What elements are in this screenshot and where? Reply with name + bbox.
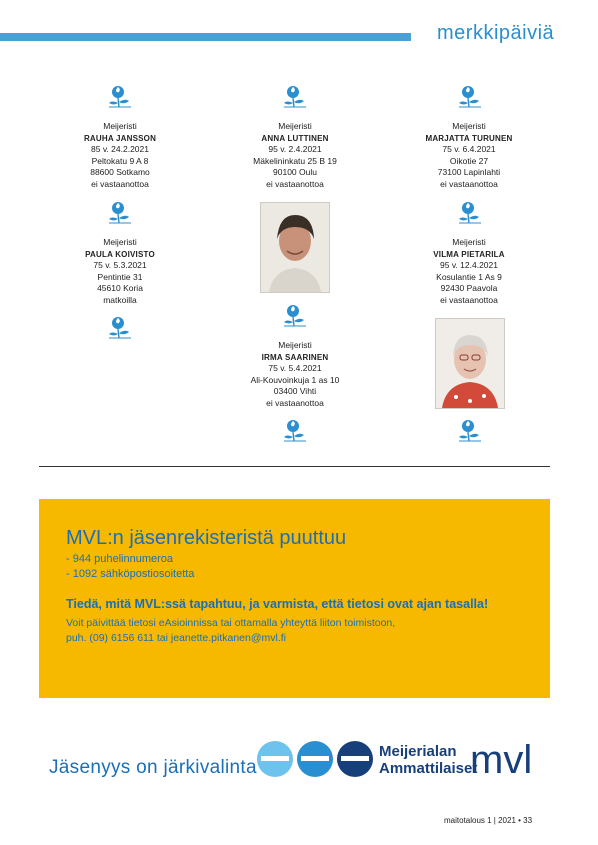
entry-name: PAULA KOIVISTO (85, 249, 155, 259)
rose-icon (281, 84, 309, 108)
entry-address: Pentintie 31 (97, 271, 143, 282)
rose-icon (106, 315, 134, 339)
brand-name-line2: Ammattilaiset (379, 760, 478, 777)
entry-address: Peltokatu 9 A 8 (91, 155, 149, 166)
entry-city: 03400 Vihti (273, 386, 317, 397)
page-footer: maitotalous 1 | 2021 • 33 (444, 816, 533, 825)
entry-age-date: 95 v. 2.4.2021 (268, 144, 322, 155)
entry-note: matkoilla (103, 294, 137, 305)
entry-age-date: 75 v. 5.3.2021 (93, 260, 147, 271)
entry-age-date: 75 v. 6.4.2021 (442, 144, 496, 155)
entry-age-date: 85 v. 24.2.2021 (91, 144, 149, 155)
entry-age-date: 75 v. 5.4.2021 (268, 363, 322, 374)
entry-anna-luttinen (220, 121, 370, 191)
entry-name: ANNA LUTTINEN (261, 133, 329, 143)
rose-icon (456, 418, 484, 442)
entry-name: IRMA SAARINEN (261, 352, 329, 362)
entry-role: Meijeristi (278, 340, 312, 350)
entry-address: Ali-Kouvoinkuja 1 as 10 (250, 374, 340, 385)
portrait-photo-anna-luttinen (260, 202, 330, 293)
notice-missing-phones: - 944 puhelinnumeroa (66, 553, 174, 565)
entry-irma-saarinen (220, 340, 370, 410)
entry-role: Meijeristi (452, 237, 486, 247)
portrait-illustration (261, 203, 329, 292)
section-divider (39, 466, 550, 467)
notice-missing-emails: - 1092 sähköpostiosoitetta (66, 568, 195, 580)
entry-note: ei vastaanottoa (266, 397, 324, 408)
entry-age-date: 95 v. 12.4.2021 (440, 260, 498, 271)
entry-name: RAUHA JANSSON (83, 133, 157, 143)
rose-icon (281, 418, 309, 442)
entry-role: Meijeristi (103, 237, 137, 247)
ad-tagline: Jäsenyys on järkivalinta (49, 757, 257, 778)
entry-note: ei vastaanottoa (266, 178, 324, 189)
entry-paula-koivisto (45, 237, 195, 307)
section-title: merkkipäiviä (437, 22, 555, 44)
entry-name: VILMA PIETARILA (433, 249, 505, 259)
entry-address: Mäkelininkatu 25 B 19 (253, 155, 337, 166)
mvl-logo (470, 735, 536, 779)
entry-vilma-pietarila (394, 237, 544, 307)
entry-note: ei vastaanottoa (440, 294, 498, 305)
rose-icon (106, 200, 134, 224)
notice-body-line: puh. (09) 6156 611 tai jeanette.pitkanen@mvl.fi (66, 632, 287, 644)
entry-note: ei vastaanottoa (91, 178, 149, 189)
rose-icon (456, 84, 484, 108)
notice-title: MVL:n jäsenrekisteristä puuttuu (66, 527, 347, 549)
entry-role: Meijeristi (278, 121, 312, 131)
mvl-logo-text: mvl (470, 738, 533, 779)
entry-address: Oikotie 27 (449, 155, 489, 166)
entry-name: MARJATTA TURUNEN (425, 133, 513, 143)
entry-role: Meijeristi (452, 121, 486, 131)
notice-callout: Tiedä, mitä MVL:ssä tapahtuu, ja varmista, että tietosi ovat ajan tasalla! (66, 597, 489, 611)
notice-body-line: Voit päivittää tietosi eAsioinnissa tai ottamalla yhteyttä liiton toimistoon, (66, 617, 396, 629)
brand-circles-logo (255, 739, 375, 779)
entry-note: ei vastaanottoa (440, 178, 498, 189)
entry-address: Kosulantie 1 As 9 (436, 271, 502, 282)
portrait-illustration (436, 319, 504, 408)
rose-icon (456, 200, 484, 224)
entry-role: Meijeristi (103, 121, 137, 131)
entry-city: 88600 Sotkamo (90, 167, 150, 178)
header-bar (0, 33, 411, 41)
brand-name-line1: Meijerialan (379, 743, 457, 760)
entry-city: 92430 Paavola (440, 283, 498, 294)
entry-city: 45610 Koria (97, 283, 143, 294)
entry-city: 73100 Lapinlahti (437, 167, 501, 178)
rose-icon (281, 303, 309, 327)
entry-city: 90100 Oulu (273, 167, 317, 178)
portrait-photo-vilma-pietarila (435, 318, 505, 409)
rose-icon (106, 84, 134, 108)
entry-rauha-jansson (45, 121, 195, 191)
entry-marjatta-turunen (394, 121, 544, 191)
